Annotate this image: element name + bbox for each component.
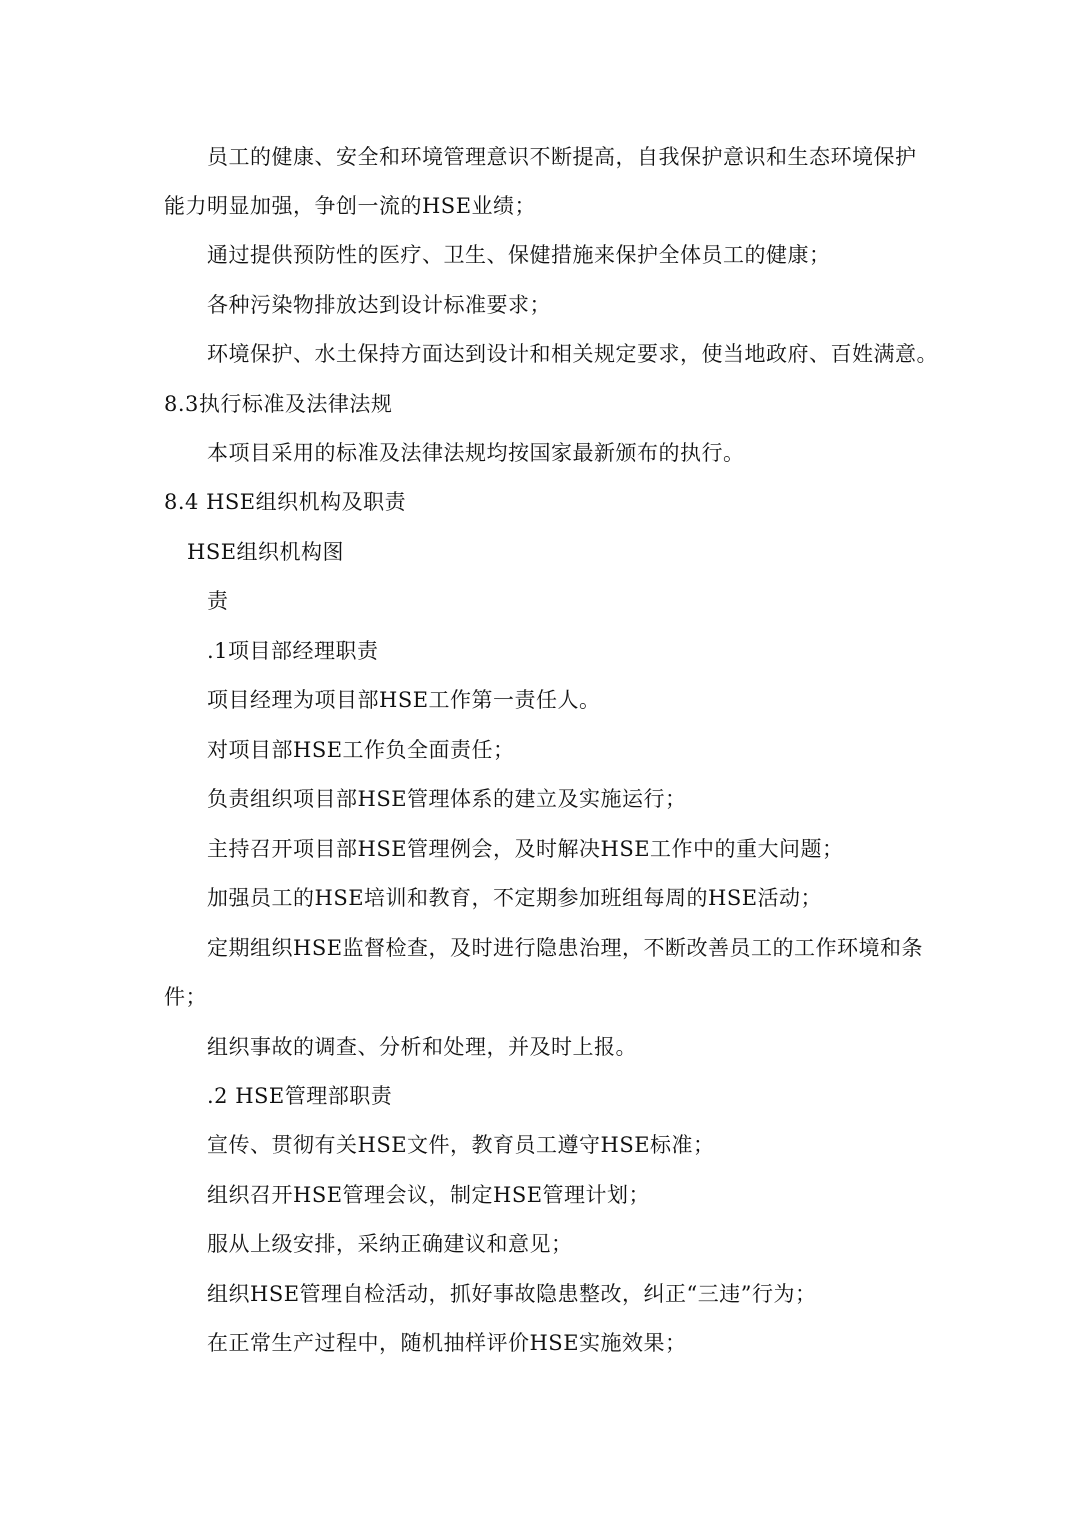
paragraph-line: 在正常生产过程中，随机抽样评价HSE实施效果； — [207, 1331, 687, 1355]
section-heading: 8.3执行标准及法律法规 — [164, 392, 393, 416]
paragraph-line: 主持召开项目部HSE管理例会，及时解决HSE工作中的重大问题； — [207, 837, 844, 861]
paragraph-line: 员工的健康、安全和环境管理意识不断提高，自我保护意识和生态环境保护 — [207, 145, 917, 169]
paragraph-line: 组织事故的调查、分析和处理，并及时上报。 — [207, 1035, 637, 1059]
paragraph-line: 件； — [164, 985, 207, 1009]
paragraph-line: 能力明显加强，争创一流的HSE业绩； — [164, 194, 537, 218]
subsection-heading: .2 HSE管理部职责 — [207, 1084, 393, 1108]
paragraph-line: 宣传、贯彻有关HSE文件，教育员工遵守HSE标准； — [207, 1133, 715, 1157]
section-heading: 8.4 HSE组织机构及职责 — [164, 490, 407, 514]
paragraph-line: 定期组织HSE监督检查，及时进行隐患治理，不断改善员工的工作环境和条 — [207, 936, 924, 960]
paragraph-line: 加强员工的HSE培训和教育，不定期参加班组每周的HSE活动； — [207, 886, 823, 910]
paragraph-line: 负责组织项目部HSE管理体系的建立及实施运行； — [207, 787, 687, 811]
paragraph-line: 组织HSE管理自检活动，抓好事故隐患整改，纠正“三违”行为； — [207, 1282, 817, 1306]
subsection-heading: .1项目部经理职责 — [207, 639, 379, 663]
paragraph-line: 项目经理为项目部HSE工作第一责任人。 — [207, 688, 601, 712]
paragraph-line: 组织召开HSE管理会议，制定HSE管理计划； — [207, 1183, 651, 1207]
paragraph-line: 对项目部HSE工作负全面责任； — [207, 738, 515, 762]
paragraph-line: 各种污染物排放达到设计标准要求； — [207, 293, 551, 317]
paragraph-line: 环境保护、水土保持方面达到设计和相关规定要求，使当地政府、百姓满意。 — [207, 342, 938, 366]
paragraph-line: 责 — [207, 589, 229, 613]
paragraph-line: 服从上级安排，采纳正确建议和意见； — [207, 1232, 573, 1256]
paragraph-line: 本项目采用的标准及法律法规均按国家最新颁布的执行。 — [207, 441, 745, 465]
subsection-heading: HSE组织机构图 — [187, 540, 345, 564]
paragraph-line: 通过提供预防性的医疗、卫生、保健措施来保护全体员工的健康； — [207, 243, 831, 267]
